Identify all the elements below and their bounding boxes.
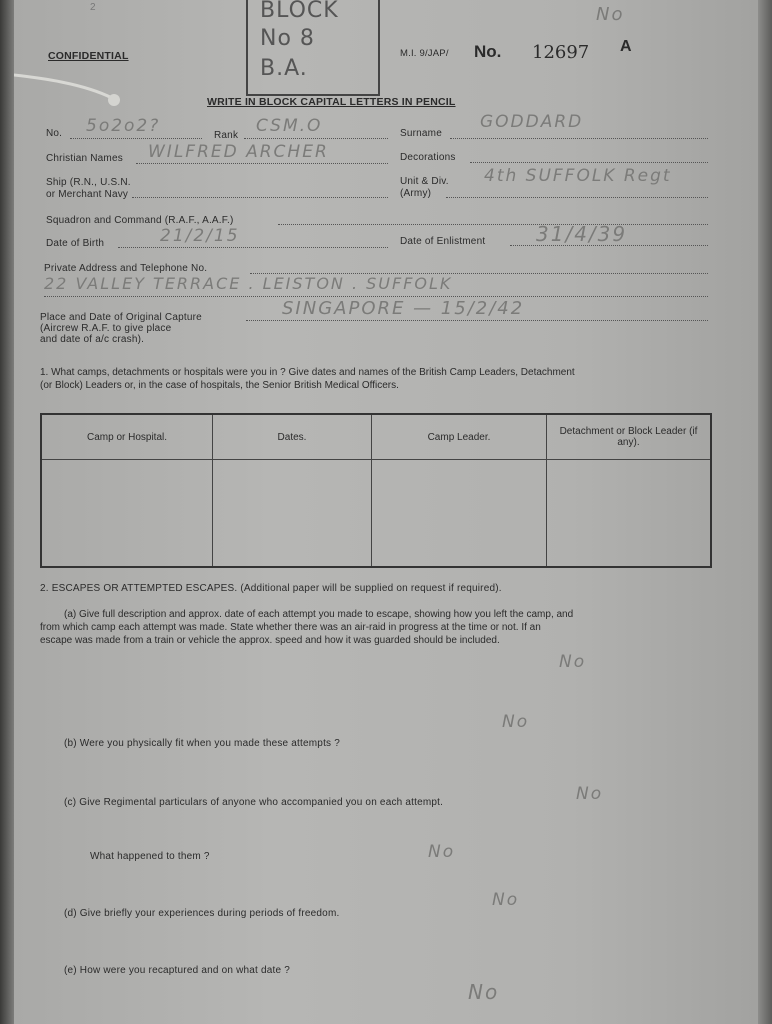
capture-value: SINGAPORE — 15/2/42 [282,298,525,319]
capture-label [40,312,202,345]
question-2e: (e) How were you recaptured and on what date ? [64,965,290,976]
question-1 [40,366,575,392]
unit-label-line-2: (Army) [400,188,432,199]
decorations-label: Decorations [400,152,456,163]
binder-edge-right [758,0,772,1024]
corner-mark: 2 [90,2,96,13]
form-reference: M.I. 9/JAP/ [400,48,449,59]
question-2c-followup: What happened to them ? [90,851,210,862]
table-cell[interactable] [213,460,372,568]
answer-2c: No [428,842,456,862]
stamp-line-1: BLOCK [260,0,339,23]
serial-suffix: A [620,38,632,55]
camps-table [40,413,712,568]
table-cell[interactable] [41,460,213,568]
enlistment-value: 31/4/39 [536,222,628,246]
unit-value: 4th SUFFOLK Regt [484,166,672,186]
column-dates: Dates. [213,414,372,460]
block-stamp [246,0,380,96]
no-value: 5o2o2? [86,116,161,136]
question-2a-line-2: from which camp each attempt was made. State whether there was an air-raid in progress at the time or not. If an [40,622,541,633]
capture-label-line-3: and date of a/c crash). [40,334,145,345]
rank-value: CSM.O [256,116,323,136]
column-camp-leader: Camp Leader. [372,414,547,460]
surname-value: GODDARD [480,112,584,132]
ship-label [46,177,131,201]
capture-label-line-1: Place and Date of Original Capture [40,312,202,323]
stamp-line-2: No 8 [260,26,315,51]
question-2a-line-1: (a) Give full description and approx. date of each attempt you made to escape, showing how you left the camp, and [64,609,574,620]
question-2-heading: 2. ESCAPES OR ATTEMPTED ESCAPES. (Additional paper will be supplied on request if required). [40,583,502,594]
address-value: 22 VALLEY TERRACE . LEISTON . SUFFOLK [44,274,453,293]
no-label: No. [46,128,63,139]
serial-number: 12697 [532,42,590,63]
instruction-heading: WRITE IN BLOCK CAPITAL LETTERS IN PENCIL [207,96,456,108]
unit-label [400,176,449,200]
column-camp-or-hospital: Camp or Hospital. [41,414,213,460]
question-2c: (c) Give Regimental particulars of anyone who accompanied you on each attempt. [64,797,444,808]
question-2d: (d) Give briefly your experiences during periods of freedom. [64,908,340,919]
question-2a [40,608,573,647]
question-2b: (b) Were you physically fit when you made these attempts ? [64,738,340,749]
table-cell[interactable] [372,460,547,568]
top-right-annotation: No [596,4,625,25]
date-of-birth-value: 21/2/15 [160,226,240,246]
binding-string [14,70,132,110]
answer-2a-extra: No [502,712,530,732]
capture-label-line-2: (Aircrew R.A.F. to give place [40,323,172,334]
answer-2b: No [576,784,604,804]
serial-no-label: No. [474,42,502,61]
answer-2a: No [559,652,587,672]
squadron-label: Squadron and Command (R.A.F., A.A.F.) [46,215,234,226]
table-row [41,460,711,568]
surname-label: Surname [400,128,442,139]
address-label: Private Address and Telephone No. [44,263,208,274]
table-cell[interactable] [547,460,712,568]
date-of-birth-label: Date of Birth [46,238,105,249]
unit-label-line-1: Unit & Div. [400,176,449,187]
enlistment-label: Date of Enlistment [400,236,486,247]
rank-label: Rank [214,130,239,141]
form-page [14,0,758,1024]
stamp-line-3: B.A. [260,56,308,81]
christian-names-value: WILFRED ARCHER [148,142,329,162]
answer-2e: No [468,980,500,1004]
question-2a-line-3: escape was made from a train or vehicle the approx. speed and how it was guarded should be included. [40,635,500,646]
question-1-line-2: (or Block) Leaders or, in the case of hospitals, the Senior British Medical Officers. [40,380,399,391]
question-1-line-1: 1. What camps, detachments or hospitals were you in ? Give dates and names of the British Camp Leaders, Detachment [40,367,575,378]
ship-label-line-2: or Merchant Navy [46,189,129,200]
binder-edge-left [0,0,14,1024]
answer-2d: No [492,890,520,910]
ship-label-line-1: Ship (R.N., U.S.N. [46,177,131,188]
column-detachment-leader: Detachment or Block Leader (if any). [547,414,712,460]
confidential-label: CONFIDENTIAL [48,50,129,62]
christian-names-label: Christian Names [46,153,123,164]
